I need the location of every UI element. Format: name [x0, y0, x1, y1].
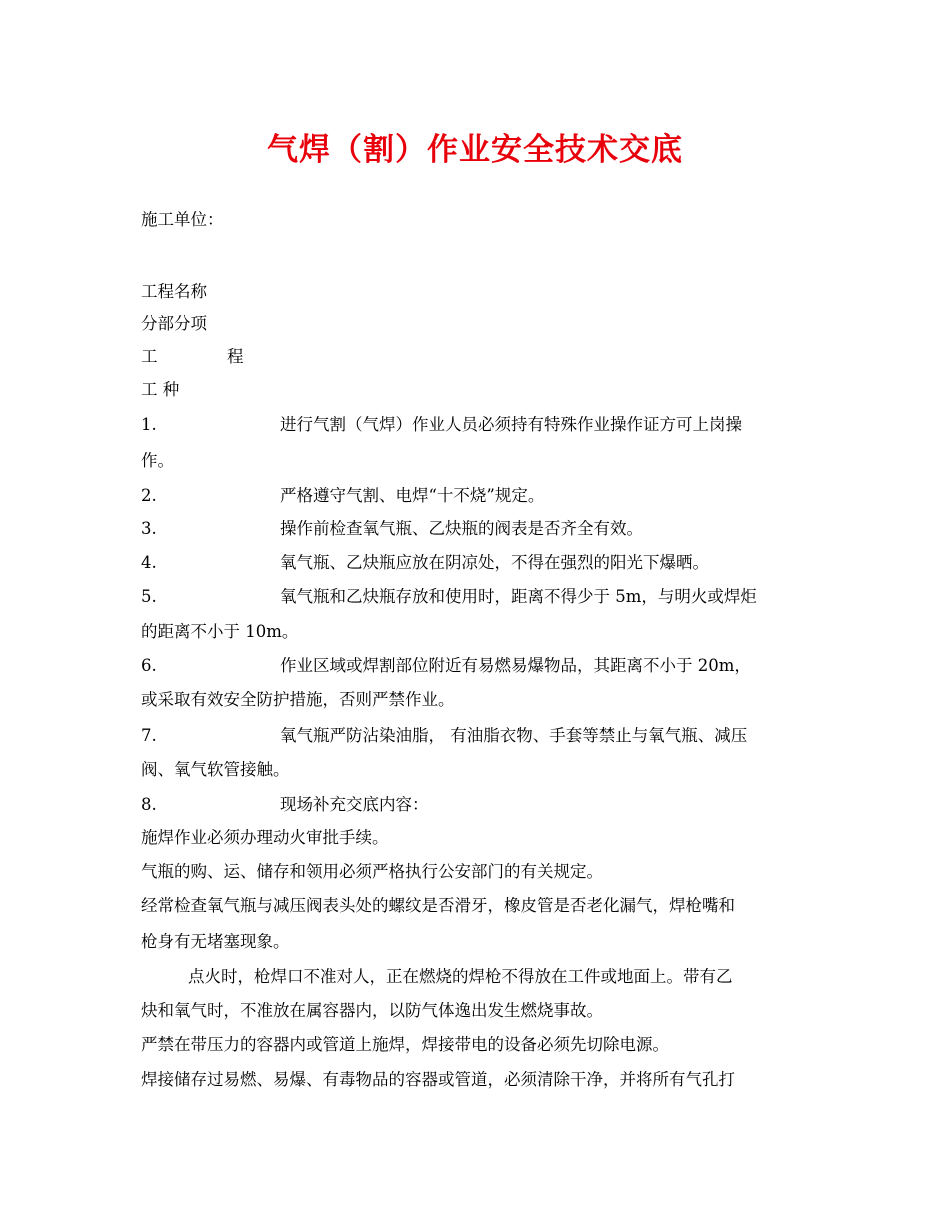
- project-label-cheng: 程: [227, 347, 244, 366]
- subitem-label: 分部分项: [141, 314, 207, 333]
- list-item-1: [141, 413, 816, 437]
- list-item-text: 操作前检查氧气瓶、乙炔瓶的阀表是否齐全有效。: [280, 519, 643, 538]
- list-item-number: 6.: [141, 656, 157, 675]
- project-label: [141, 345, 816, 369]
- supplement-line-5: 点火时，枪焊口不准对人，正在燃烧的焊枪不得放在工件或地面上。带有乙: [188, 967, 733, 986]
- list-item-text: 氧气瓶、乙炔瓶应放在阴凉处，不得在强烈的阳光下爆晒。: [280, 553, 709, 572]
- list-item-8: [141, 793, 816, 817]
- list-item-5: [141, 585, 816, 609]
- supplement-line-3: 经常检查氧气瓶与减压阀表头处的螺纹是否滑牙，橡皮管是否老化漏气，焊枪嘴和: [141, 896, 735, 915]
- supplement-line-2: 气瓶的购、运、储存和领用必须严格执行公安部门的有关规定。: [141, 862, 603, 881]
- list-item-number: 5.: [141, 587, 157, 606]
- list-item-6-continued: 或采取有效安全防护措施，否则严禁作业。: [141, 690, 455, 709]
- list-item-text: 氧气瓶和乙炔瓶存放和使用时，距离不得少于 5m，与明火或焊炬: [280, 587, 757, 606]
- list-item-6: [141, 654, 816, 678]
- list-item-1-continued: 作。: [141, 451, 174, 470]
- list-item-2: [141, 484, 816, 508]
- list-item-number: 8.: [141, 795, 157, 814]
- supplement-line-8: 焊接储存过易燃、易爆、有毒物品的容器或管道，必须清除干净，并将所有气孔打: [141, 1070, 735, 1089]
- list-item-text: 现场补充交底内容：: [280, 795, 429, 814]
- list-item-text: 氧气瓶严防沾染油脂， 有油脂衣物、手套等禁止与氧气瓶、减压: [280, 726, 748, 745]
- project-name-label: 工程名称: [141, 282, 207, 301]
- list-item-number: 4.: [141, 553, 157, 572]
- list-item-4: [141, 551, 816, 575]
- list-item-7: [141, 724, 816, 748]
- list-item-text: 严格遵守气割、电焊“十不烧”规定。: [280, 486, 545, 505]
- supplement-line-1: 施焊作业必须办理动火审批手续。: [141, 828, 389, 847]
- supplement-line-7: 严禁在带压力的容器内或管道上施焊，焊接带电的设备必须先切除电源。: [141, 1035, 669, 1054]
- list-item-5-continued: 的距离不小于 10m。: [141, 622, 299, 641]
- project-label-gong: 工: [141, 347, 158, 366]
- list-item-text: 进行气割（气焊）作业人员必须持有特殊作业操作证方可上岗操: [280, 415, 742, 434]
- list-item-text: 作业区域或焊割部位附近有易燃易爆物品，其距离不小于 20m，: [280, 656, 751, 675]
- list-item-7-continued: 阀、氧气软管接触。: [141, 760, 290, 779]
- construction-unit-label: 施工单位：: [141, 210, 224, 229]
- supplement-line-4: 枪身有无堵塞现象。: [141, 932, 290, 951]
- list-item-number: 3.: [141, 519, 157, 538]
- supplement-line-6: 炔和氧气时，不准放在属容器内，以防气体逸出发生燃烧事故。: [141, 1001, 603, 1020]
- list-item-number: 2.: [141, 486, 157, 505]
- trade-label: 工 种: [141, 380, 180, 399]
- list-item-number: 1.: [141, 415, 157, 434]
- list-item-number: 7.: [141, 726, 157, 745]
- list-item-3: [141, 517, 816, 541]
- document-title: 气焊（割）作业安全技术交底: [267, 132, 683, 168]
